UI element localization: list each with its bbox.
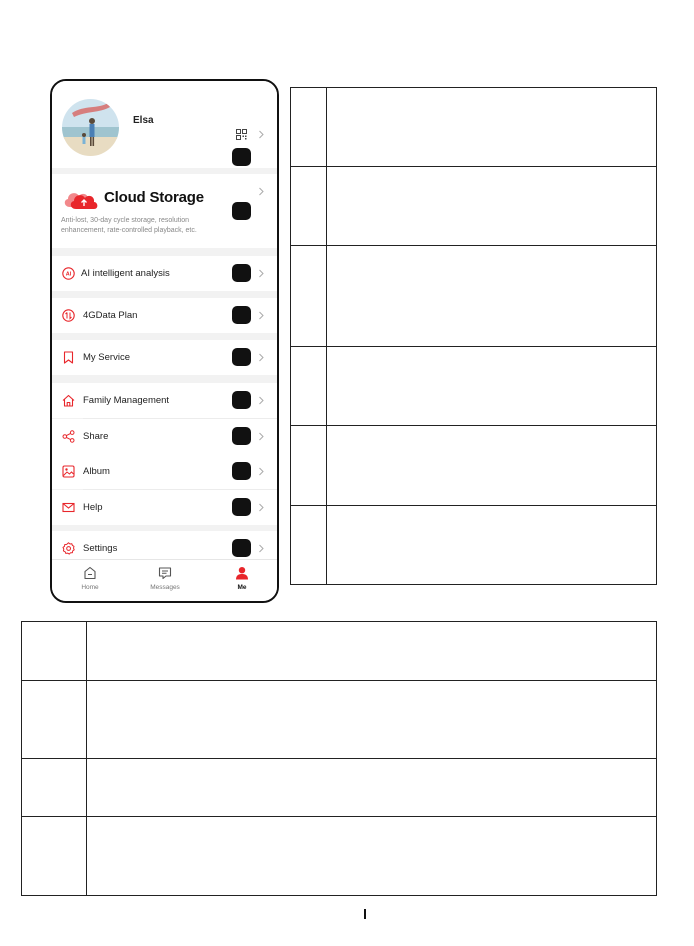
- menu-item-label: Share: [83, 431, 109, 442]
- chevron-right-icon: [258, 467, 265, 476]
- gear-icon: [62, 542, 75, 555]
- phone-screen: [50, 79, 279, 603]
- table-row: [22, 681, 656, 759]
- table-number-cell: [22, 817, 87, 895]
- share-icon: [62, 430, 75, 443]
- menu-item-family-management[interactable]: [52, 383, 277, 418]
- callout-badge: [232, 348, 251, 366]
- menu-item-label: Help: [83, 502, 103, 513]
- tab-label: Messages: [150, 584, 180, 591]
- menu-item-label: 4GData Plan: [83, 310, 138, 321]
- bottom-tab-bar: [52, 559, 277, 601]
- table-row: [291, 167, 656, 246]
- callout-badge: [232, 539, 251, 557]
- tab-label: Me: [237, 584, 247, 591]
- callout-table-bottom: [21, 621, 657, 896]
- tab-home[interactable]: [60, 566, 120, 591]
- menu-item-label: Settings: [83, 543, 118, 554]
- menu-item-label: Family Management: [83, 395, 170, 406]
- menu-item-label: AI intelligent analysis: [81, 268, 170, 279]
- menu-item-share[interactable]: [52, 419, 277, 454]
- table-row: [291, 347, 656, 426]
- table-row: [291, 246, 656, 347]
- table-number-cell: [291, 246, 327, 346]
- table-row: [22, 759, 656, 817]
- table-number-cell: [291, 426, 327, 505]
- table-row: [291, 506, 656, 584]
- menu-item-help[interactable]: [52, 490, 277, 525]
- messages-icon: [158, 566, 172, 580]
- chevron-right-icon: [258, 269, 265, 278]
- callout-badge: [232, 427, 251, 445]
- callout-badge: [232, 391, 251, 409]
- tab-label: Home: [81, 584, 99, 591]
- bookmark-icon: [62, 351, 75, 364]
- table-number-cell: [22, 681, 87, 758]
- callout-badge: [232, 498, 251, 516]
- table-number-cell: [291, 506, 327, 584]
- callout-badge: [232, 462, 251, 480]
- cloud-storage-card[interactable]: [52, 174, 277, 248]
- menu-item-ai-analysis[interactable]: [52, 256, 277, 291]
- table-row: [291, 88, 656, 167]
- chevron-right-icon: [258, 311, 265, 320]
- callout-badge: [232, 148, 251, 166]
- chevron-right-icon: [258, 353, 265, 362]
- table-row: [291, 426, 656, 506]
- avatar-photo: [62, 99, 119, 156]
- qr-code-icon[interactable]: [236, 129, 247, 140]
- data-plan-icon: [62, 309, 75, 322]
- home-icon: [62, 394, 75, 407]
- table-number-cell: [291, 167, 327, 245]
- profile-name: Elsa: [133, 115, 154, 126]
- chevron-right-icon: [258, 503, 265, 512]
- menu-item-my-service[interactable]: [52, 340, 277, 375]
- page-marker: [364, 909, 366, 919]
- tab-messages[interactable]: [135, 566, 195, 591]
- table-number-cell: [291, 347, 327, 425]
- cloud-storage-description: Anti-lost, 30-day cycle storage, resolution enhancement, rate-controlled playback, etc.: [61, 217, 197, 234]
- chevron-right-icon: [258, 396, 265, 405]
- callout-badge: [232, 306, 251, 324]
- chevron-right-icon[interactable]: [258, 187, 265, 196]
- avatar[interactable]: [62, 99, 119, 156]
- table-number-cell: [22, 759, 87, 816]
- menu-item-label: Album: [83, 466, 110, 477]
- person-icon: [235, 566, 249, 580]
- tab-me[interactable]: [212, 566, 272, 591]
- menu-item-label: My Service: [83, 352, 130, 363]
- profile-header[interactable]: [52, 81, 277, 168]
- table-number-cell: [22, 622, 87, 680]
- home-tab-icon: [83, 566, 97, 580]
- callout-table-right: [290, 87, 657, 585]
- table-row: [22, 817, 656, 895]
- menu-item-data-plan[interactable]: [52, 298, 277, 333]
- chevron-right-icon[interactable]: [258, 130, 265, 139]
- album-icon: [62, 465, 75, 478]
- chevron-right-icon: [258, 544, 265, 553]
- svg-text:AI: AI: [65, 271, 72, 278]
- cloud-storage-title: Cloud Storage: [104, 189, 204, 206]
- callout-badge: [232, 202, 251, 220]
- chevron-right-icon: [258, 432, 265, 441]
- cloud-upload-icon: [62, 189, 100, 211]
- ai-icon: [62, 267, 75, 280]
- table-row: [22, 622, 656, 681]
- callout-badge: [232, 264, 251, 282]
- menu-item-album[interactable]: [52, 454, 277, 489]
- table-number-cell: [291, 88, 327, 166]
- mail-icon: [62, 501, 75, 514]
